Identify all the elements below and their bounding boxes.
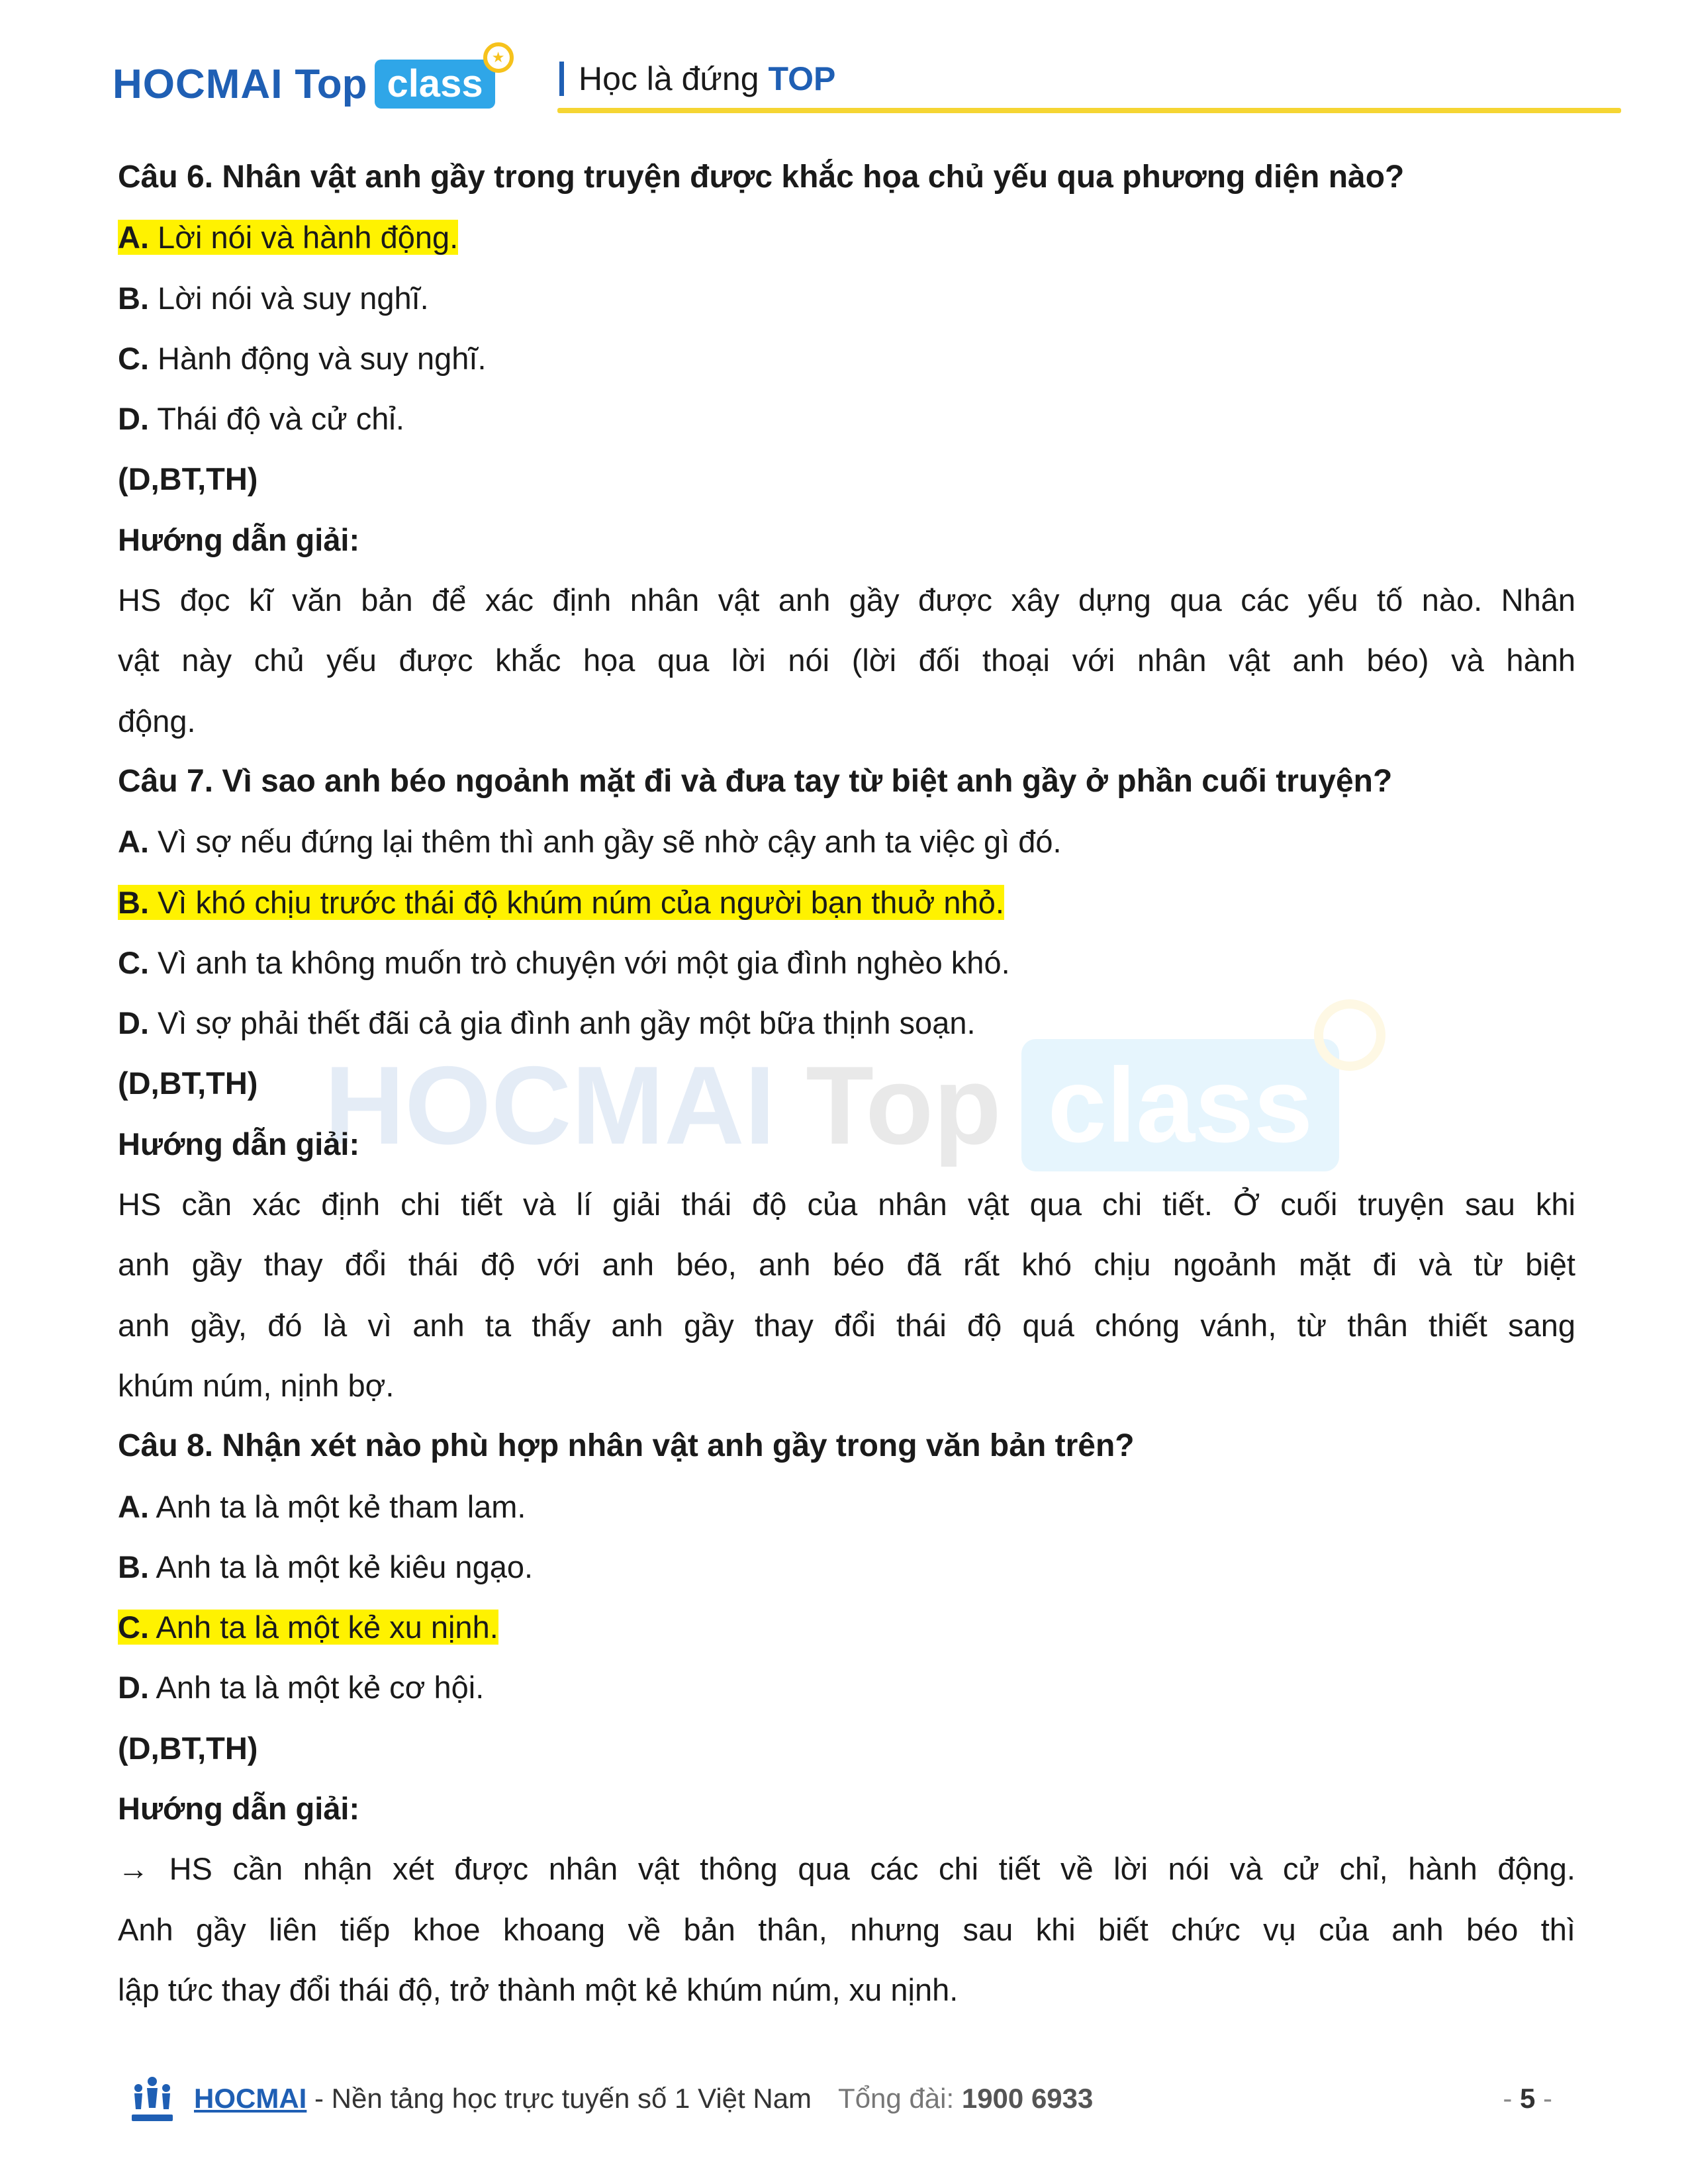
tagline-divider	[559, 62, 564, 96]
answer-option	[118, 207, 1574, 267]
answer-option	[118, 1537, 1574, 1597]
question-block	[118, 147, 1574, 751]
tagline-emphasis: TOP	[768, 60, 836, 97]
guide-line: HS đọc kĩ văn bản để xác định nhân vật anh gầy được xây dựng qua các yếu tố nào. Nhân	[118, 582, 1575, 618]
option-text: Thái độ và cử chỉ.	[149, 401, 404, 437]
watermark-top: Top	[806, 1042, 1002, 1167]
hotline-label: Tổng đài:	[838, 2083, 962, 2114]
guide-line: Anh gầy liên tiếp khoe khoang về bản thân, nhưng sau khi biết chức vụ của anh béo thì	[118, 1911, 1575, 1947]
option-letter: C.	[118, 1610, 149, 1645]
question-block	[118, 1416, 1574, 2020]
hotline-number: 1900 6933	[961, 2083, 1094, 2114]
option-letter: D.	[118, 1005, 149, 1041]
logo-hocmai-text: HOCMAI	[113, 61, 283, 107]
answer-option	[118, 1657, 1574, 1717]
page-number-prefix: -	[1503, 2083, 1520, 2114]
logo-class-badge	[375, 49, 505, 109]
correct-answer-highlight	[118, 885, 1004, 920]
option-text: Vì khó chịu trước thái độ khúm núm của người bạn thuở nhỏ.	[149, 884, 1004, 920]
guide-line: động.	[118, 703, 196, 739]
guide-label: Hướng dẫn giải:	[118, 522, 360, 557]
option-text: Hành động và suy nghĩ.	[149, 340, 487, 376]
question-block	[118, 751, 1574, 1416]
page-number-suffix: -	[1535, 2083, 1552, 2114]
guide-line: vật này chủ yếu được khắc họa qua lời nói (lời đối thoại với nhân vật anh béo) và hành	[118, 643, 1575, 678]
option-text: Lời nói và suy nghĩ.	[149, 280, 429, 316]
option-text: Anh ta là một kẻ xu nịnh.	[149, 1610, 498, 1645]
question-title: Câu 6. Nhân vật anh gầy trong truyện được khắc họa chủ yếu qua phương diện nào?	[118, 159, 1405, 195]
footer-text	[194, 2083, 1093, 2115]
difficulty-level: (D,BT,TH)	[118, 1730, 258, 1766]
question-title: Câu 7. Vì sao anh béo ngoảnh mặt đi và đưa tay từ biệt anh gầy ở phần cuối truyện?	[118, 763, 1393, 799]
answer-option	[118, 268, 1574, 328]
page-header	[113, 40, 1509, 114]
option-text: Anh ta là một kẻ cơ hội.	[149, 1670, 485, 1706]
guide-label: Hướng dẫn giải:	[118, 1791, 360, 1827]
page-number-value: 5	[1519, 2083, 1536, 2114]
difficulty-level: (D,BT,TH)	[118, 1066, 258, 1101]
page-number	[1503, 2083, 1552, 2115]
option-letter: C.	[118, 340, 149, 376]
correct-answer-highlight	[118, 1610, 498, 1645]
answer-option	[118, 328, 1574, 388]
question-title: Câu 8. Nhận xét nào phù hợp nhân vật anh gầy trong văn bản trên?	[118, 1428, 1135, 1464]
guide-line: lập tức thay đổi thái độ, trở thành một kẻ khúm núm, xu nịnh.	[118, 1972, 959, 2007]
answer-option	[118, 872, 1574, 933]
watermark-hocmai: HOCMAI	[324, 1042, 776, 1167]
guide-label: Hướng dẫn giải:	[118, 1126, 360, 1161]
guide-line: anh gầy thay đổi thái độ với anh béo, anh béo đã rất khó chịu ngoảnh mặt đi và từ biệt	[118, 1247, 1575, 1283]
option-letter: A.	[118, 220, 149, 255]
option-letter: B.	[118, 280, 149, 316]
guide-line: anh gầy, đó là vì anh ta thấy anh gầy thay đổi thái độ quá chóng vánh, từ thân thiết sang	[118, 1307, 1575, 1343]
answer-option	[118, 1597, 1574, 1657]
hocmai-people-icon	[129, 2075, 175, 2128]
footer-slogan: - Nền tảng học trực tuyến số 1 Việt Nam	[306, 2083, 812, 2114]
option-text: Vì sợ nếu đứng lại thêm thì anh gầy sẽ nhờ cậy anh ta việc gì đó.	[149, 824, 1062, 860]
guide-line: khúm núm, nịnh bợ.	[118, 1367, 395, 1403]
option-letter: B.	[118, 884, 149, 920]
document-body	[118, 147, 1574, 2020]
option-text: Lời nói và hành động.	[149, 220, 459, 255]
answer-option	[118, 993, 1574, 1053]
option-letter: D.	[118, 401, 149, 437]
option-letter: D.	[118, 1670, 149, 1706]
answer-option	[118, 388, 1574, 449]
option-text: Anh ta là một kẻ kiêu ngạo.	[149, 1549, 534, 1584]
guide-line: HS cần xác định chi tiết và lí giải thái độ của nhân vật qua chi tiết. Ở cuối truyện sau khi	[118, 1187, 1575, 1222]
guide-line: → HS cần nhận xét được nhân vật thông qua các chi tiết về lời nói và cử chỉ, hành động.	[118, 1851, 1575, 1887]
header-tagline	[559, 60, 835, 98]
correct-answer-highlight	[118, 220, 458, 255]
answer-option	[118, 1477, 1574, 1537]
option-letter: A.	[118, 1488, 149, 1524]
option-letter: B.	[118, 1549, 149, 1584]
watermark-class-text: class	[1047, 1046, 1313, 1164]
answer-option	[118, 933, 1574, 993]
logo-top-text: Top	[295, 61, 367, 107]
answer-option	[118, 811, 1574, 872]
option-letter: A.	[118, 824, 149, 860]
difficulty-level: (D,BT,TH)	[118, 461, 258, 497]
logo-class-text: class	[387, 62, 483, 105]
header-underline	[557, 108, 1621, 113]
option-letter: C.	[118, 944, 149, 980]
star-icon: ★	[483, 42, 514, 73]
option-text: Vì anh ta không muốn trò chuyện với một gia đình nghèo khó.	[149, 944, 1010, 980]
page-footer	[129, 2075, 1552, 2128]
option-text: Vì sợ phải thết đãi cả gia đình anh gầy một bữa thịnh soạn.	[149, 1005, 976, 1041]
tagline-text: Học là đứng	[579, 60, 759, 97]
option-text: Anh ta là một kẻ tham lam.	[149, 1488, 526, 1524]
footer-brand-link[interactable]: HOCMAI	[194, 2083, 307, 2114]
hocmai-topclass-logo	[113, 49, 505, 114]
